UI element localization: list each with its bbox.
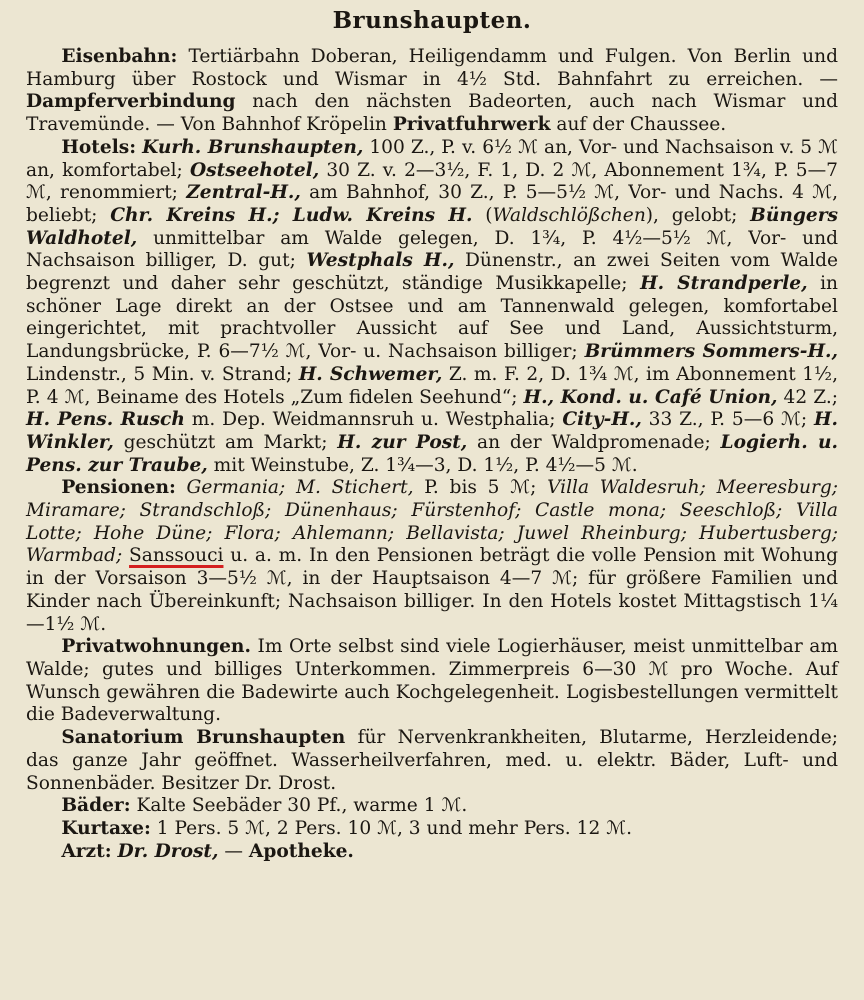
body-text-run: für Nervenkrankheiten, Blutarme, Herzleidende; das ganze Jahr geöffnet. Wasserheilverfahren, med. u. elektr. Bäder, Luft- und Sonnenbäder. Besitzer Dr. Drost.: [26, 727, 838, 794]
pension-name: Waldschlößchen: [492, 204, 646, 226]
paragraph-privatwohnungen: [26, 636, 838, 727]
label-text: Pensionen:: [61, 477, 176, 499]
body-text-run: nach den nächsten Badeorten, auch nach Wismar und Travemünde. — Von Bahnhof Kröpelin: [26, 91, 838, 136]
hotel-name: H. Winkler,: [26, 409, 838, 453]
hotel-name: City-H.,: [562, 409, 642, 431]
label-text: Dampferverbindung: [26, 91, 236, 113]
body-text-run: an der Waldpromenade;: [467, 431, 721, 453]
paragraph-baeder: [26, 795, 838, 818]
hotel-name: H. Strandperle,: [640, 273, 808, 295]
highlighted-name: Sanssouci: [129, 545, 224, 567]
paragraph-pensionen: [26, 477, 838, 636]
label-text: Kurtaxe:: [61, 817, 151, 839]
hotel-name: Brümmers Sommers-H.,: [584, 341, 838, 363]
hotel-name: Büngers Waldhotel,: [26, 204, 839, 249]
label-text: Bäder:: [61, 795, 131, 817]
body-text-run: Dünenstr., an zwei Seiten vom Walde begrenzt und daher sehr geschützt, ständige Musikkapelle;: [26, 250, 838, 295]
body-text-run: (: [472, 204, 493, 226]
label-text: Sanatorium Brunshaupten: [61, 727, 346, 749]
page-title: Brunshaupten.: [332, 7, 532, 34]
body-text-run: m. Dep. Weidmannsruh u. Westphalia;: [184, 409, 563, 431]
pension-name: Villa Waldesruh; Meeresburg; Miramare; Strandschloß; Dünenhaus; Fürstenhof; Castle mona; Seeschloß; Villa Lotte; Hohe Düne; Flora; Ahlemann; Bellavista; Juwel Rheinburg; Hubertusberg; Warmbad;: [26, 477, 838, 567]
body-text-run: P. bis 5 ℳ;: [413, 477, 548, 499]
hotel-name: H. zur Post,: [337, 431, 468, 453]
body-text-run: mit Weinstube, Z. 1¾—3, D. 1½, P. 4½—5 ℳ.: [207, 454, 638, 476]
body-text-run: u. a. m. In den Pensionen beträgt die volle Pension mit Wohung in der Vorsaison 3—5½ ℳ, in der Hauptsaison 4—7 ℳ; für größere Familien und Kinder nach Übereinkunft; Nachsaison billiger. In den Hotels kostet Mittagstisch 1¼—1½ ℳ.: [26, 545, 838, 635]
hotel-name: Kurh. Brunshaupten,: [142, 136, 364, 158]
body-text-run: [285, 477, 296, 498]
body-text-run: —: [218, 840, 249, 862]
body-text-run: Im Orte selbst sind viele Logierhäuser, meist unmittelbar am Walde; gutes und billiges Unterkommen. Zimmerpreis 6—30 ℳ pro Woche. Auf Wunsch gewähren die Badewirte auch Kochgelegenheit. Logisbestellungen vermittelt die Badeverwaltung.: [26, 636, 838, 726]
label-text: Hotels:: [61, 136, 137, 158]
body-text-run: in schöner Lage direkt an der Ostsee und am Tannenwald gelegen, komfortabel eingerichtet, mit prachtvoller Aussicht auf See und Land, Aussichtsturm, Landungsbrücke, P. 6—7½ ℳ, Vor- u. Nachsaison billiger;: [26, 273, 838, 363]
hotel-name: Westphals H.,: [306, 250, 455, 272]
body-text-run: auf der Chaussee.: [550, 114, 727, 136]
hotel-name: Ostseehotel,: [189, 159, 320, 181]
pension-name: M. Stichert,: [296, 477, 414, 499]
body-text-run: ), gelobt;: [645, 204, 751, 226]
body-text-run: 33 Z., P. 5—6 ℳ;: [641, 409, 814, 431]
body-text: [26, 46, 838, 863]
label-text: Apotheke.: [248, 840, 354, 862]
body-text-run: [176, 477, 187, 498]
pension-name: Germania;: [186, 477, 286, 499]
paragraph-kurtaxe: [26, 818, 838, 841]
body-text-run: Kalte Seebäder 30 Pf., warme 1 ℳ.: [130, 795, 468, 817]
body-text-run: Tertiärbahn Doberan, Heiligendamm und Fulgen. Von Berlin und Hamburg über Rostock und Wismar in 4½ Std. Bahnfahrt zu erreichen. —: [26, 46, 838, 90]
body-text-run: 1 Pers. 5 ℳ, 2 Pers. 10 ℳ, 3 und mehr Pers. 12 ℳ.: [150, 817, 632, 839]
body-text-run: unmittelbar am Walde gelegen, D. 1¾, P. 4½—5½ ℳ, Vor- und Nachsaison billiger, D. gut;: [26, 227, 838, 272]
label-text: Privatwohnungen.: [61, 636, 251, 658]
body-text-run: Lindenstr., 5 Min. v. Strand;: [26, 363, 299, 385]
body-text-run: 100 Z., P. v. 6½ ℳ an, Vor- und Nachsaison v. 5 ℳ an, komfortabel;: [26, 136, 838, 181]
body-text-run: 42 Z.;: [777, 386, 838, 408]
hotel-name: H. Schwemer,: [298, 363, 443, 385]
hotel-name: Logierh. u. Pens. zur Traube,: [26, 431, 839, 476]
hotel-name: H. Pens. Rusch: [26, 409, 185, 431]
paragraph-arzt: [26, 841, 838, 864]
paragraph-eisenbahn: [26, 46, 838, 137]
label-text: Privatfuhrwerk: [392, 114, 551, 136]
body-text-run: am Bahnhof, 30 Z., P. 5—5½ ℳ, Vor- und Nachs. 4 ℳ, beliebt;: [26, 182, 839, 226]
hotel-name: Dr. Drost,: [117, 840, 219, 862]
hotel-name: Chr. Kreins H.; Ludw. Kreins H.: [110, 204, 473, 226]
body-text-run: 30 Z. v. 2—3½, F. 1, D. 2 ℳ, Abonnement 1¾, P. 5—7 ℳ, renommiert;: [26, 159, 838, 204]
paragraph-sanatorium: [26, 727, 838, 795]
hotel-name: H., Kond. u. Café Union,: [523, 386, 778, 408]
label-text: Eisenbahn:: [61, 46, 178, 67]
body-text-run: Z. m. F. 2, D. 1¾ ℳ, im Abonnement 1½, P. 4 ℳ, Beiname des Hotels „Zum fidelen Seehund“;: [26, 363, 838, 408]
paragraph-hotels: [26, 137, 838, 478]
body-text-run: geschützt am Markt;: [113, 431, 338, 453]
hotel-name: Zentral-H.,: [186, 182, 301, 204]
label-text: Arzt:: [61, 840, 112, 862]
